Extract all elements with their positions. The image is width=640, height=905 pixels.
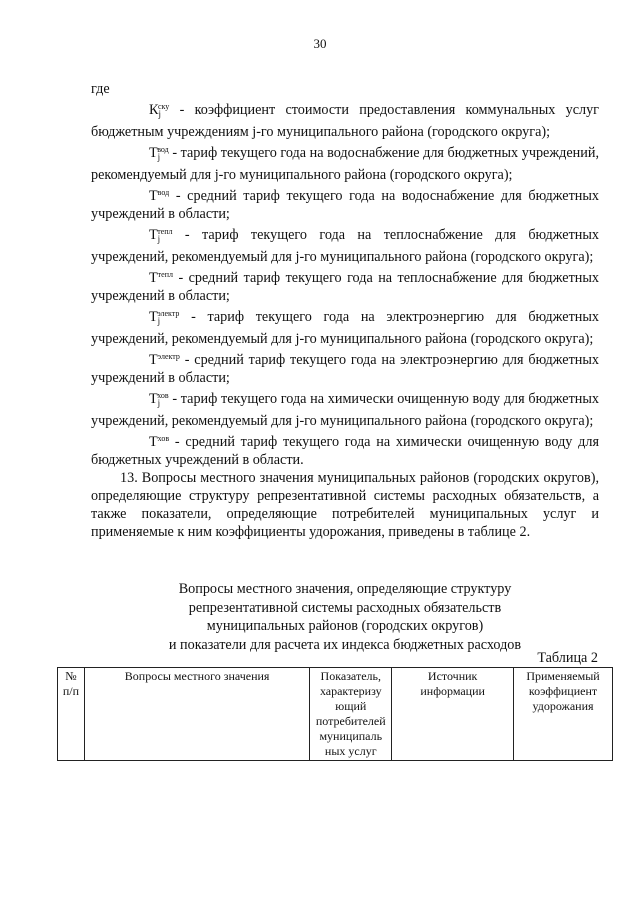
heading-line: репрезентативной системы расходных обязательств bbox=[188, 599, 502, 616]
symbol: $Т_j^{хов}$ bbox=[149, 391, 169, 408]
symbol: $К_j^{ску}$ bbox=[149, 102, 170, 119]
definition-t-hov: $Т^{хов}$ - средний тариф текущего года на химически очищенную воду для бюджетных учреждений в области. bbox=[91, 430, 599, 469]
definition-t-hov-j: $Т_j^{хов}$ - тариф текущего года на химически очищенную воду для бюджетных учреждений, рекомендуемый для j-го муниципального района (городского округа); bbox=[91, 387, 599, 430]
table-header-row bbox=[58, 668, 613, 761]
symbol: $Т^{тепл}$ bbox=[149, 270, 173, 286]
symbol: $Т^{вод}$ bbox=[149, 188, 170, 204]
table-2 bbox=[57, 667, 613, 761]
definition-t-vod: $Т^{вод}$ - средний тариф текущего года на водоснабжение для бюджетных учреждений в области; bbox=[91, 184, 599, 223]
header-indicator: Показатель, характеризу ющий потребителей муниципаль ных услуг bbox=[310, 668, 392, 761]
table-heading bbox=[91, 580, 599, 654]
heading-line: муниципальных районов (городских округов) bbox=[206, 618, 484, 634]
paragraph-13: 13. Вопросы местного значения муниципальных районов (городских округов), определяющие структуру репрезентативной системы расходных обязательств, а также показатели, определяющие потребителей муниципальных услуг и применяемые к ним коэффициенты удорожания, приведены в таблице 2. bbox=[91, 470, 599, 540]
intro-word: где bbox=[91, 81, 110, 97]
heading-line: и показатели для расчета их индекса бюджетных расходов bbox=[168, 636, 522, 653]
symbol: $Т^{электр}$ bbox=[149, 352, 180, 368]
header-local-issues: Вопросы местного значения bbox=[84, 668, 309, 761]
symbol: $Т^{хов}$ bbox=[149, 434, 170, 450]
symbol: $Т_j^{электр}$ bbox=[149, 309, 180, 326]
header-coefficient: Применяемый коэффициент удорожания bbox=[514, 668, 613, 761]
page-number: 30 bbox=[313, 36, 327, 51]
header-number: № п/п bbox=[58, 668, 85, 761]
heading-line: Вопросы местного значения, определяющие структуру bbox=[178, 581, 512, 597]
definition-t-tepl-j: $Т_j^{тепл}$ - тариф текущего года на теплоснабжение для бюджетных учреждений, рекомендуемый для j-го муниципального района (городского округа); bbox=[91, 223, 599, 266]
definition-t-tepl: $Т^{тепл}$ - средний тариф текущего года на теплоснабжение для бюджетных учреждений в области; bbox=[91, 266, 599, 305]
definition-t-vod-j: $Т_j^{вод}$ - тариф текущего года на водоснабжение для бюджетных учреждений, рекомендуемый для j-го муниципального района (городского округа); bbox=[91, 141, 599, 184]
header-source: Источник информации bbox=[392, 668, 514, 761]
document-body bbox=[91, 80, 599, 541]
table-label: Таблица 2 bbox=[537, 650, 598, 666]
definition-t-elektr: $Т^{электр}$ - средний тариф текущего года на электроэнергию для бюджетных учреждений в области; bbox=[91, 348, 599, 387]
symbol: $Т_j^{вод}$ bbox=[149, 145, 169, 162]
symbol: $Т_j^{тепл}$ bbox=[149, 227, 173, 244]
definition-k: $К_j^{ску}$ - коэффициент стоимости предоставления коммунальных услуг бюджетным учреждениям j-го муниципального района (городского округа); bbox=[91, 98, 599, 141]
definition-t-elektr-j: $Т_j^{электр}$ - тариф текущего года на электроэнергию для бюджетных учреждений, рекомендуемый для j-го муниципального района (городского округа); bbox=[91, 305, 599, 348]
